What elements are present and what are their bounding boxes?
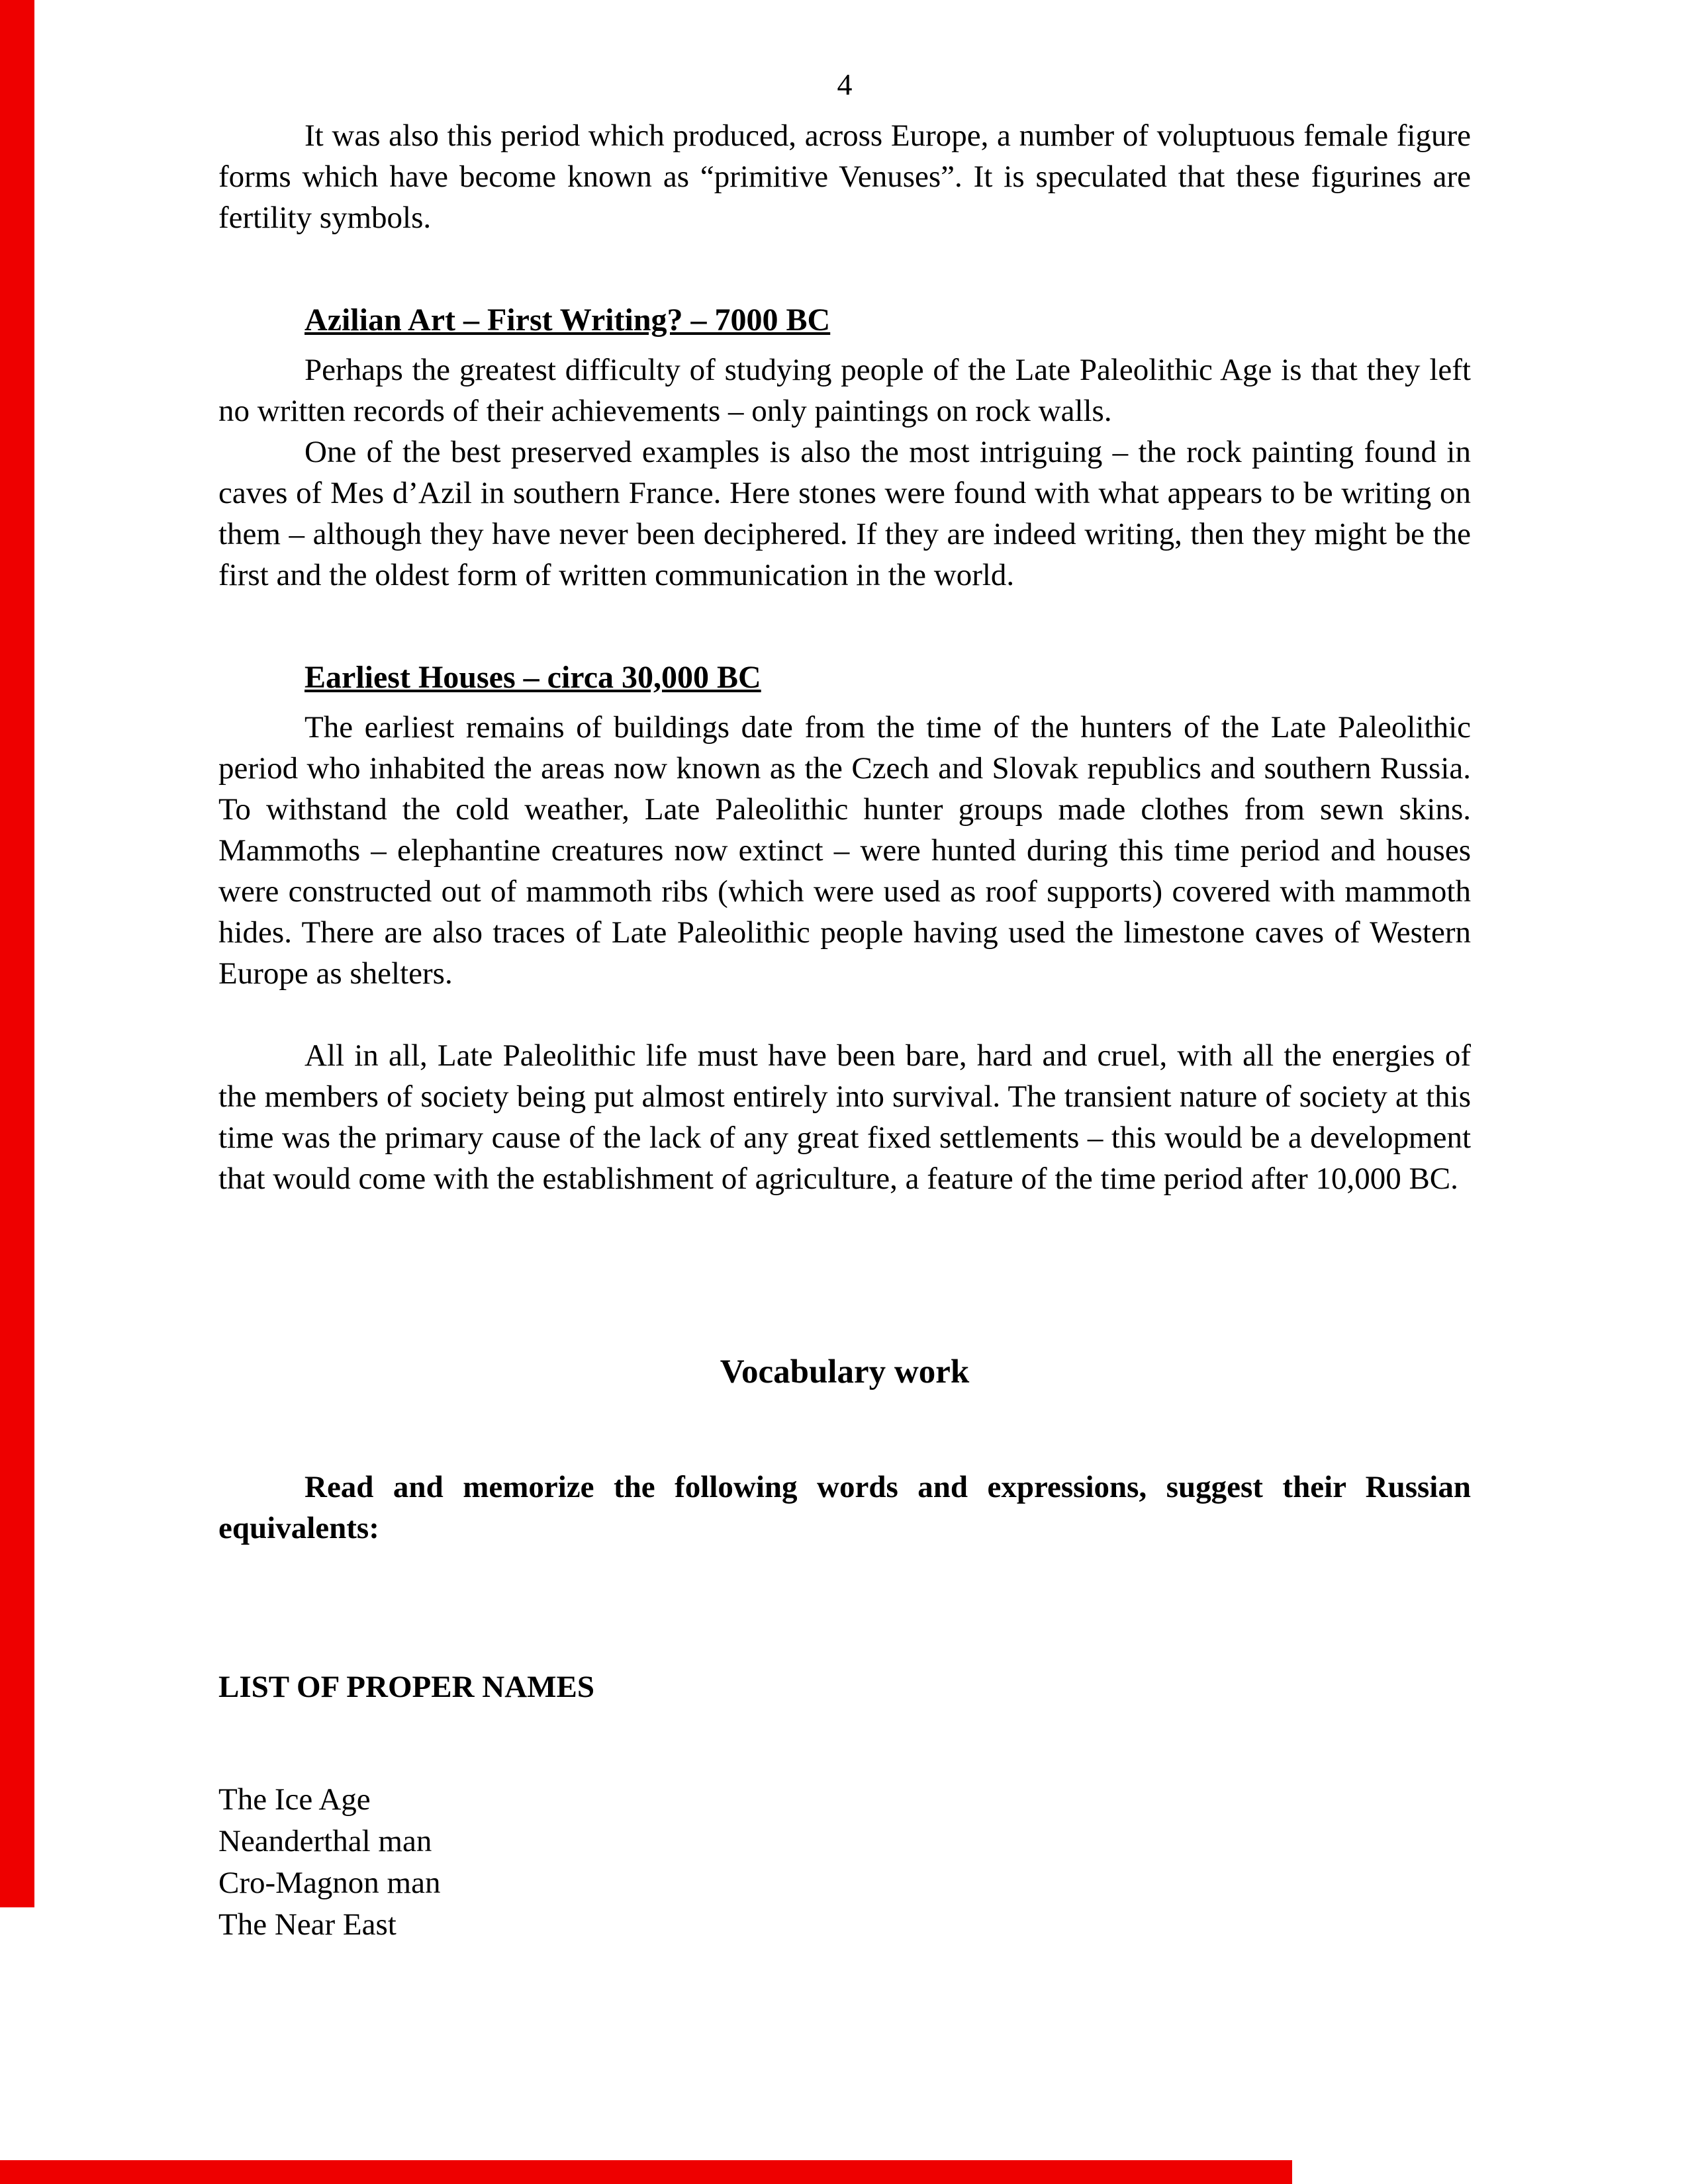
paragraph-gap	[218, 994, 1471, 1035]
paragraph-houses-1: The earliest remains of buildings date from the time of the hunters of the Late Paleolithic period who inhabited the areas now known as the Czech and Slovak republics and southern Russia. To withstand the cold weather, Late Paleolithic hunter groups made clothes from sewn skins. Mammoths – elephantine creatures now extinct – were hunted during this time period and houses were constructed out of mammoth ribs (which were used as roof supports) covered with mammoth hides. There are also traces of Late Paleolithic people having used the limestone caves of Western Europe as shelters.	[218, 710, 1471, 991]
section-heading-earliest-houses: Earliest Houses – circa 30,000 BC	[305, 660, 761, 695]
vocabulary-instruction: Read and memorize the following words and expressions, suggest their Russian equivalents:	[218, 1470, 1471, 1545]
intro-paragraph: It was also this period which produced, across Europe, a number of voluptuous female figure forms which have become known as “primitive Venuses”. It is speculated that these figurines are fertility symbols.	[218, 118, 1471, 235]
list-item-neanderthal: Neanderthal man	[218, 1824, 432, 1858]
list-item-near-east: The Near East	[218, 1907, 397, 1942]
paragraph-summary: All in all, Late Paleolithic life must have been bare, hard and cruel, with all the energies of the members of society being put almost entirely into survival. The transient nature of society at this time was the primary cause of the lack of any great fixed settlements – this would be a development that would come with the establishment of agriculture, a feature of the time period after 10,000 BC.	[218, 1038, 1471, 1196]
page-number: 4	[837, 68, 853, 101]
vocabulary-work-title: Vocabulary work	[720, 1353, 970, 1390]
section-heading-azilian-art: Azilian Art – First Writing? – 7000 BC	[305, 302, 831, 338]
proper-names-list	[218, 1779, 1471, 1946]
list-item-ice-age: The Ice Age	[218, 1782, 371, 1817]
section-gap	[218, 1199, 1471, 1351]
paragraph-azilian-1: Perhaps the greatest difficulty of studying people of the Late Paleolithic Age is that they left no written records of their achievements – only paintings on rock walls.	[218, 353, 1471, 428]
paragraph-azilian-2: One of the best preserved examples is also the most intriguing – the rock painting found in caves of Mes d’Azil in southern France. Here stones were found with what appears to be writing on them – although they have never been deciphered. If they are indeed writing, then they might be the first and the oldest form of written communication in the world.	[218, 435, 1471, 592]
list-item-cro-magnon: Cro-Magnon man	[218, 1866, 441, 1900]
red-left-margin-bar	[0, 0, 34, 1907]
red-bottom-margin-bar	[0, 2160, 1292, 2184]
page-content	[218, 66, 1471, 1946]
proper-names-list-title: LIST OF PROPER NAMES	[218, 1670, 594, 1704]
